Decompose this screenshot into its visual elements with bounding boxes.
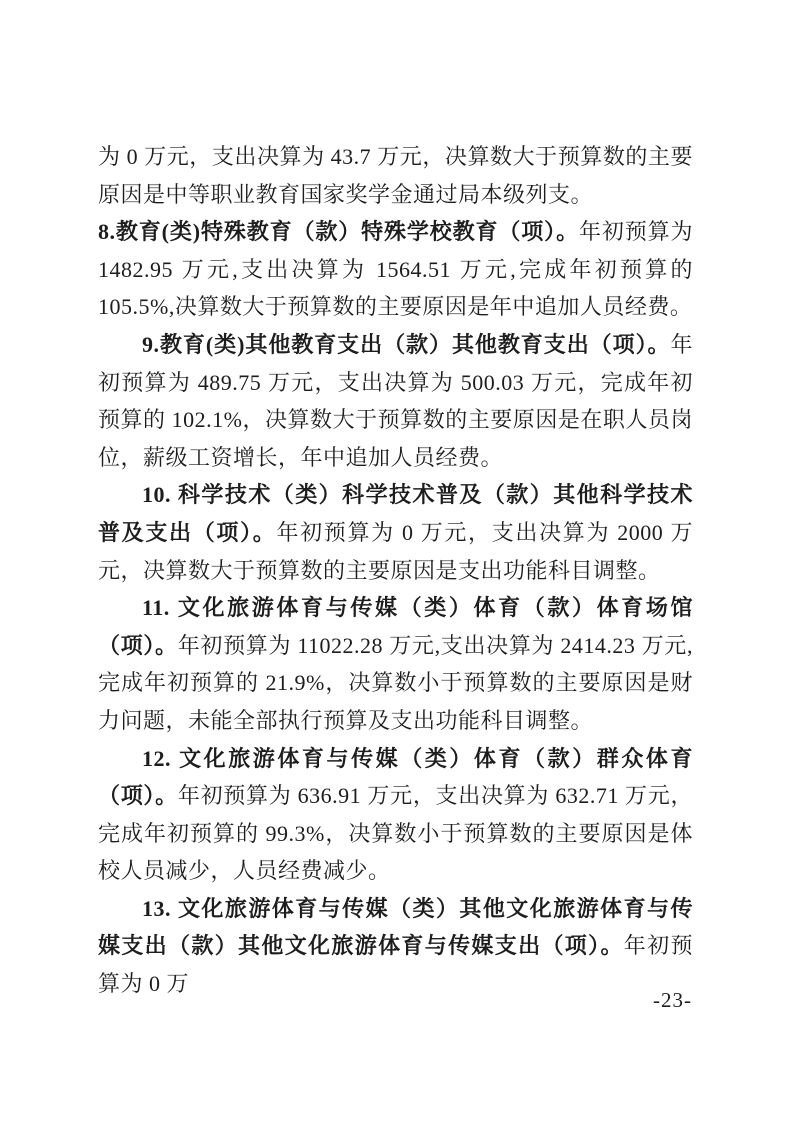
paragraph-lead: 10. 科学技术（类）科学技术普及（款）其他科学技术普及支出（项）。 — [98, 482, 693, 545]
paragraph-lead: 9.教育(类)其他教育支出（款）其他教育支出（项）。 — [142, 331, 671, 357]
paragraph-lead: 11. 文化旅游体育与传媒（类）体育（款）体育场馆（项）。 — [98, 595, 693, 658]
paragraph-lead: 12. 文化旅游体育与传媒（类）体育（款）群众体育（项）。 — [98, 745, 693, 809]
paragraph-item-11 — [98, 589, 693, 739]
paragraph-text: 为 0 万元，支出决算为 43.7 万元，决算数大于预算数的主要原因是中等职业教育国家奖学金通过局本级列支。 — [98, 144, 693, 207]
paragraph-item-12 — [98, 740, 693, 890]
paragraph-text: 年初预算为 636.91 万元，支出决算为 632.71 万元，完成年初预算的 99.3%，决算数小于预算数的主要原因是体校人员减少，人员经费减少。 — [98, 783, 693, 884]
paragraph-text: 年初预算为 489.75 万元，支出决算为 500.03 万元，完成年初预算的 102.1%，决算数大于预算数的主要原因是在职人员岗位，薪级工资增长，年中追加人员经费。 — [98, 331, 693, 470]
paragraph-text: 年初预算为 1482.95 万元,支出决算为 1564.51 万元,完成年初预算的 105.5%,决算数大于预算数的主要原因是年中追加人员经费。 — [98, 219, 693, 320]
paragraph-continuation — [98, 138, 693, 213]
paragraph-item-13 — [98, 890, 693, 1003]
paragraph-lead: 13. 文化旅游体育与传媒（类）其他文化旅游体育与传媒支出（款）其他文化旅游体育与传媒支出（项）。 — [98, 895, 693, 959]
paragraph-text: 年初预算为 0 万 — [98, 933, 693, 997]
page-number: -23- — [653, 988, 692, 1012]
paragraph-text: 年初预算为 11022.28 万元,支出决算为 2414.23 万元,完成年初预算的 21.9%，决算数小于预算数的主要原因是财力问题，未能全部执行预算及支出功能科目调整。 — [98, 632, 693, 733]
paragraph-item-8 — [98, 213, 693, 326]
paragraph-item-9 — [98, 326, 693, 476]
paragraph-text: 年初预算为 0 万元，支出决算为 2000 万元，决算数大于预算数的主要原因是支出功能科目调整。 — [98, 519, 693, 583]
document-body — [98, 138, 693, 1003]
paragraph-item-10 — [98, 476, 693, 589]
paragraph-lead: 8.教育(类)特殊教育（款）特殊学校教育（项）。 — [98, 219, 579, 245]
